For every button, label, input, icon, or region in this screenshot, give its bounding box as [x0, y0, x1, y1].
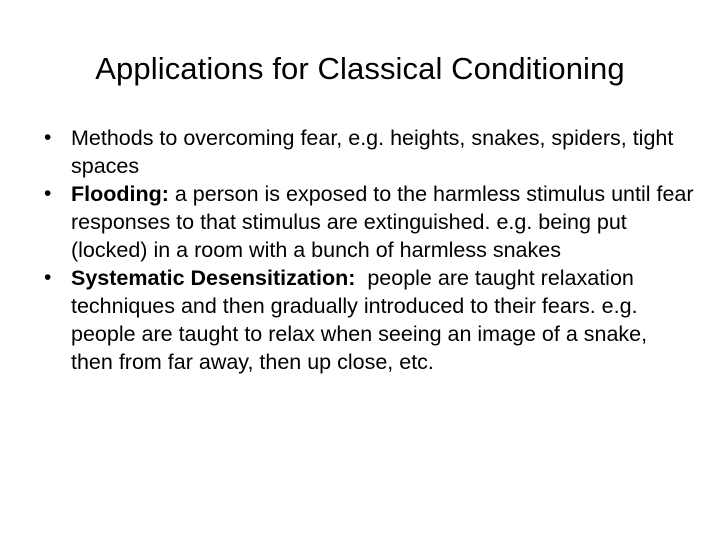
bullet-item-flooding: [44, 180, 694, 264]
bullet-item-systematic-desensitization: [44, 264, 694, 376]
slide-title: Applications for Classical Conditioning: [95, 51, 625, 86]
bullet-item-fear-methods: [44, 124, 694, 180]
bullet-text: a person is exposed to the harmless stimulus until fear responses to that stimulus are extinguished. e.g. being put (locked) in a room with a bunch of harmless snakes: [71, 182, 694, 262]
bullet-icon: •: [44, 266, 52, 289]
bullet-icon: •: [44, 182, 52, 205]
bullet-list: [44, 124, 694, 376]
bullet-text: Methods to overcoming fear, e.g. heights, snakes, spiders, tight spaces: [71, 126, 674, 178]
bullet-term: Flooding:: [71, 182, 169, 206]
bullet-icon: •: [44, 126, 52, 149]
bullet-text: people are taught relaxation techniques and then gradually introduced to their fears. e.g. people are taught to relax when seeing an image of a snake, then from far away, then up close, etc.: [71, 266, 654, 374]
bullet-term: Systematic Desensitization:: [71, 266, 356, 290]
